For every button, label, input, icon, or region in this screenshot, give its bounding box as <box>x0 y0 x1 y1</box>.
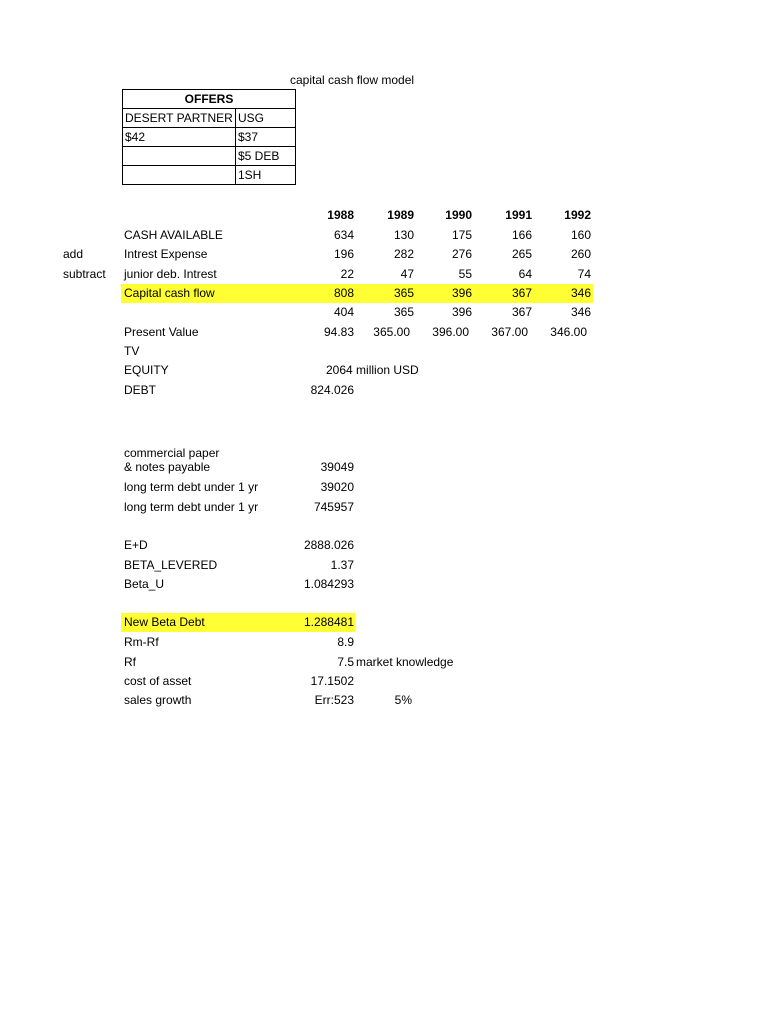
offers-cell: 1SH <box>236 166 296 185</box>
label-ltd-under-1yr: long term debt under 1 yr <box>124 480 259 494</box>
label-cost-of-asset: cost of asset <box>124 674 192 688</box>
interest-expense-cell: 282 <box>393 247 414 261</box>
present-value-cell: 367.00 <box>491 325 528 339</box>
label-e-plus-d: E+D <box>124 538 148 552</box>
row-label-interest-expense: Intrest Expense <box>124 247 208 261</box>
unlabeled-cell: 404 <box>333 305 354 319</box>
row-label-capital-cash-flow: Capital cash flow <box>124 286 215 300</box>
capital-cash-flow-cell: 346 <box>570 286 591 300</box>
value-equity: 2064 million USD <box>326 363 419 377</box>
year-header: 1988 <box>327 208 354 222</box>
offers-cell: DESERT PARTNER <box>123 109 236 128</box>
capital-cash-flow-cell: 365 <box>393 286 414 300</box>
label-equity: EQUITY <box>124 363 169 377</box>
junior-deb-cell: 64 <box>518 267 532 281</box>
interest-expense-cell: 276 <box>451 247 472 261</box>
interest-expense-cell: 265 <box>511 247 532 261</box>
value-sales-growth: Err:523 <box>314 693 354 707</box>
label-rm-rf: Rm-Rf <box>124 635 159 649</box>
unlabeled-cell: 367 <box>511 305 532 319</box>
present-value-cell: 94.83 <box>323 325 354 339</box>
value-ltd-under-1yr: 39020 <box>320 480 354 494</box>
offers-cell: $37 <box>236 128 296 147</box>
cash-available-cell: 634 <box>333 228 354 242</box>
value-new-beta-debt: 1.288481 <box>303 615 354 629</box>
junior-deb-cell: 22 <box>340 267 354 281</box>
value-beta-u: 1.084293 <box>303 577 354 591</box>
value-ltd-under-1yr: 745957 <box>313 500 354 514</box>
year-header: 1989 <box>387 208 414 222</box>
junior-deb-cell: 47 <box>400 267 414 281</box>
cash-available-cell: 166 <box>511 228 532 242</box>
present-value-cell: 365.00 <box>373 325 410 339</box>
present-value-cell: 346.00 <box>550 325 587 339</box>
offers-row <box>123 109 296 128</box>
label-notes-payable: & notes payable <box>124 460 211 474</box>
cash-available-cell: 130 <box>393 228 414 242</box>
side-label-subtract: subtract <box>63 267 106 281</box>
unlabeled-cell: 396 <box>451 305 472 319</box>
capital-cash-flow-cell: 396 <box>451 286 472 300</box>
offers-row <box>123 147 296 166</box>
junior-deb-cell: 74 <box>577 267 591 281</box>
value-beta-levered: 1.37 <box>330 558 354 572</box>
label-new-beta-debt: New Beta Debt <box>124 615 205 629</box>
side-label-add: add <box>63 247 84 261</box>
cash-available-cell: 175 <box>451 228 472 242</box>
label-debt: DEBT <box>124 383 157 397</box>
cash-available-cell: 160 <box>570 228 591 242</box>
row-label-cash-available: CASH AVAILABLE <box>124 228 223 242</box>
offers-header: OFFERS <box>123 90 296 109</box>
label-beta-levered: BETA_LEVERED <box>124 558 218 572</box>
value-sales-growth-percent: 5% <box>394 693 412 707</box>
value-debt: 824.026 <box>310 383 354 397</box>
year-header: 1990 <box>445 208 472 222</box>
offers-row <box>123 128 296 147</box>
offers-cell: USG <box>236 109 296 128</box>
value-e-plus-d: 2888.026 <box>303 538 354 552</box>
sheet-title: capital cash flow model <box>290 73 415 87</box>
label-rf: Rf <box>124 655 136 669</box>
value-commercial-paper: 39049 <box>320 460 354 474</box>
offers-cell: $5 DEB <box>236 147 296 166</box>
unlabeled-cell: 346 <box>570 305 591 319</box>
offers-row <box>123 166 296 185</box>
offers-cell: $42 <box>123 128 236 147</box>
value-rf: 7.5 <box>337 655 354 669</box>
row-label-present-value: Present Value <box>124 325 199 339</box>
offers-cell <box>123 147 236 166</box>
interest-expense-cell: 196 <box>333 247 354 261</box>
label-tv: TV <box>124 344 140 358</box>
value-rm-rf: 8.9 <box>337 635 354 649</box>
value-cost-of-asset: 17.1502 <box>310 674 354 688</box>
year-header: 1991 <box>505 208 532 222</box>
row-label-junior-deb: junior deb. Intrest <box>124 267 217 281</box>
junior-deb-cell: 55 <box>458 267 472 281</box>
capital-cash-flow-cell: 367 <box>511 286 532 300</box>
offers-cell <box>123 166 236 185</box>
label-beta-u: Beta_U <box>124 577 165 591</box>
offers-table <box>122 89 296 185</box>
offers-header-row <box>123 90 296 109</box>
rf-note: market knowledge <box>356 655 454 669</box>
unlabeled-cell: 365 <box>393 305 414 319</box>
present-value-cell: 396.00 <box>432 325 469 339</box>
label-ltd-under-1yr: long term debt under 1 yr <box>124 500 259 514</box>
label-commercial-paper: commercial paper <box>124 446 220 460</box>
year-header: 1992 <box>564 208 591 222</box>
interest-expense-cell: 260 <box>570 247 591 261</box>
label-sales-growth: sales growth <box>124 693 192 707</box>
capital-cash-flow-cell: 808 <box>333 286 354 300</box>
